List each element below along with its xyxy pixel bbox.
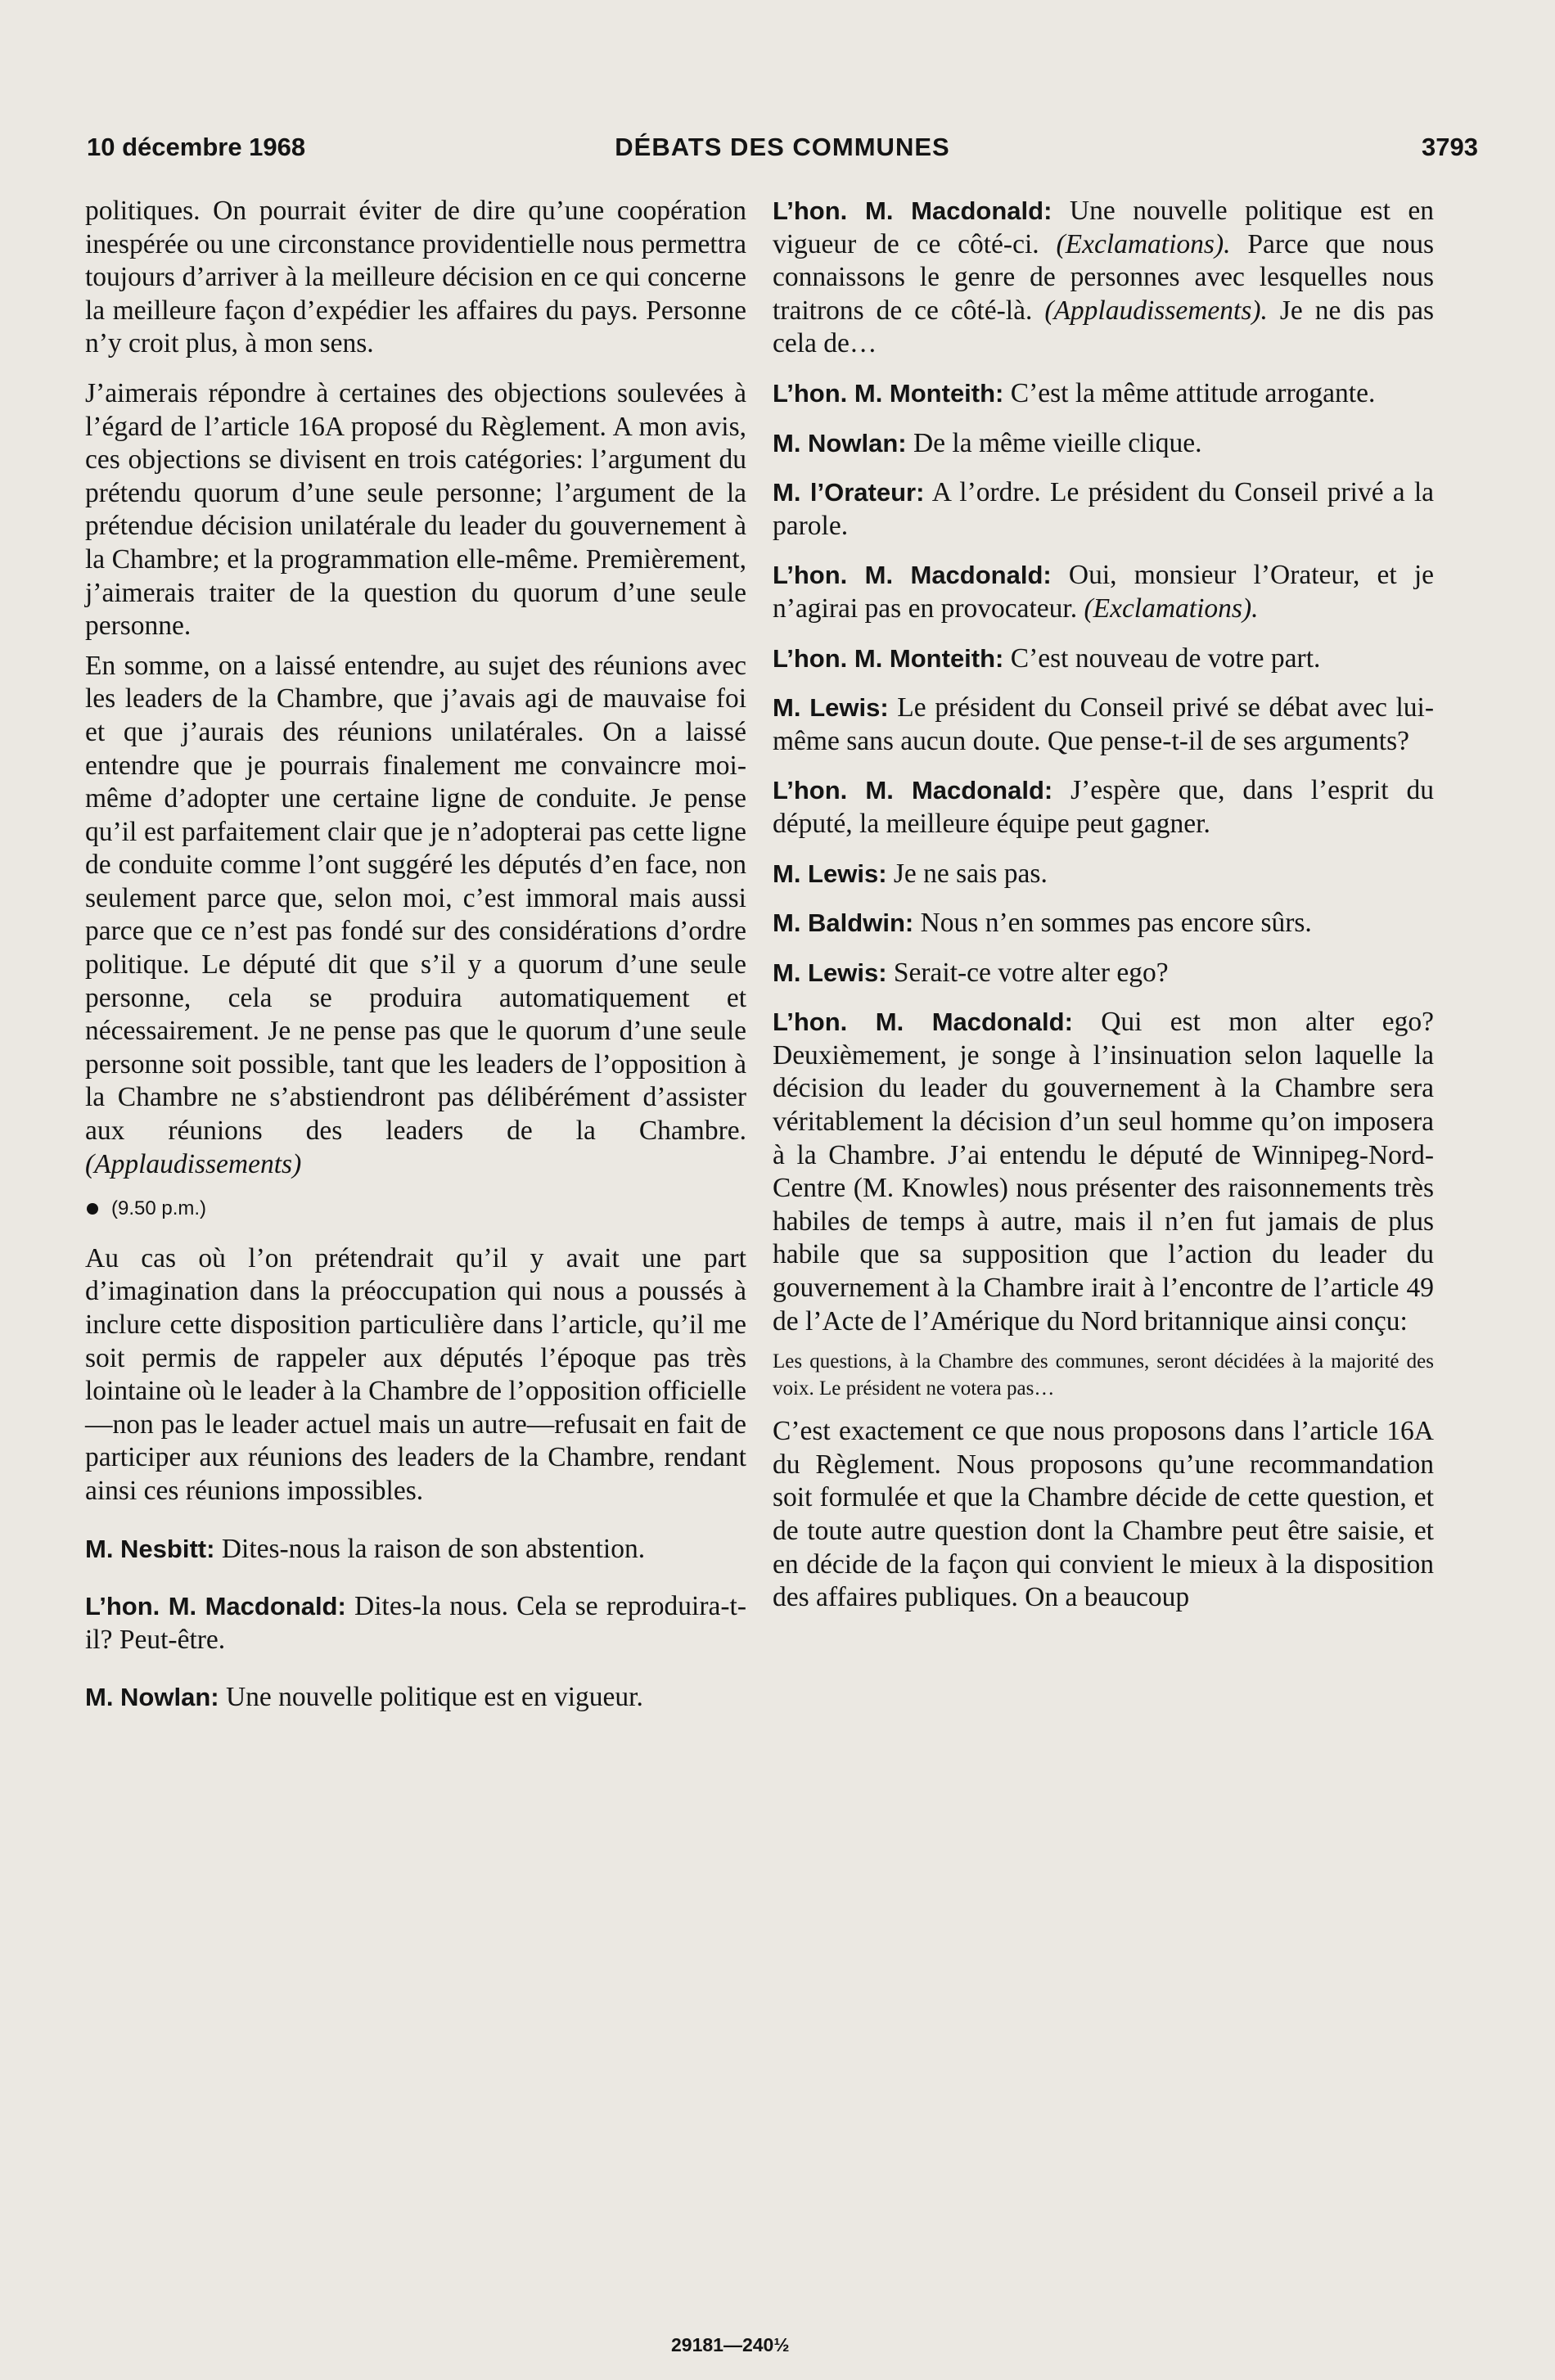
speech-text: Une nouvelle politique est en vigueur de ce côté-ci.: [773, 196, 1434, 259]
time-text: (9.50 p.m.): [111, 1197, 207, 1220]
speech: [773, 476, 1434, 543]
speech: [773, 907, 1434, 940]
speech-text: C’est nouveau de votre part.: [1010, 642, 1321, 674]
speech-text: Dites-la nous. Cela se reproduira-t-il? Peut-être.: [85, 1591, 746, 1655]
speech-text: Parce que nous connaissons le genre de personnes avec lesquelles nous traitrons de ce côté-là.: [773, 228, 1434, 326]
left-column: [85, 195, 746, 1715]
speech-text: Je ne sais pas.: [893, 858, 1048, 889]
speaker-name: M. Baldwin:: [773, 908, 914, 938]
speaker-name: M. Nowlan:: [85, 1683, 219, 1712]
speaker-name: M. Lewis:: [773, 693, 889, 723]
speech-text: Oui, monsieur l’Orateur, et je n’agirai pas en provocateur.: [773, 560, 1435, 624]
right-column: [773, 195, 1434, 1615]
header-title: DÉBATS DES COMMUNES: [615, 133, 950, 161]
paragraph: [85, 650, 746, 1182]
speech: [773, 559, 1434, 625]
speech: [773, 195, 1434, 361]
speech: [773, 692, 1434, 758]
speech-text: Dites-nous la raison de son abstention.: [221, 1533, 646, 1564]
page-header: [87, 133, 1478, 174]
speech-text: Je ne dis pas cela de…: [773, 295, 1435, 359]
speech-text: A l’ordre. Le président du Conseil privé a la parole.: [773, 477, 1434, 541]
speech: [773, 774, 1434, 841]
bullet-icon: [87, 1203, 98, 1215]
paragraph: C’est exactement ce que nous proposons dans l’article 16A du Règlement. Nous proposons qu’une recommandation soit formulée et que la Chambre décide de cette question, et de toute autre question dont la Chambre peut être saisie, et en décide de la façon qui convient le mieux à la disposition des affaires publiques. On a beaucoup: [773, 1416, 1434, 1613]
speaker-name: L’hon. M. Macdonald:: [85, 1592, 346, 1621]
speech-text: C’est la même attitude arrogante.: [1010, 377, 1376, 408]
speaker-name: M. Nesbitt:: [85, 1534, 215, 1563]
block-quote: Les questions, à la Chambre des communes, seront décidées à la majorité des voix. Le président ne votera pas…: [773, 1350, 1434, 1400]
speaker-name: L’hon. M. Monteith:: [773, 378, 1004, 408]
speech: [85, 1681, 746, 1715]
speech-text: De la même vieille clique.: [913, 427, 1202, 458]
speaker-name: L’hon. M. Macdonald:: [773, 561, 1052, 590]
speech-text: Serait-ce votre alter ego?: [893, 957, 1169, 988]
speech-text: Qui est mon alter ego? Deuxièmement, je songe à l’insinuation selon laquelle la décision du leader du gouvernement à la Chambre sera véritablement la décision d’un seul homme qu’on imposera à la Chambre. J’ai entendu le député de Winnipeg-Nord-Centre (M. Knowles) nous présenter des raisonnements très habiles de temps à autre, mais il n’en fut jamais de plus habile que sa supposition que l’action du leader du gouvernement à la Chambre irait à l’encontre de l’article 49 de l’Acte de l’Amérique du Nord britannique ainsi conçu:: [773, 1007, 1434, 1336]
paragraph: J’aimerais répondre à certaines des objections soulevées à l’égard de l’article 16A proposé du Règlement. A mon avis, ces objections se divisent en trois catégories: l’argument du prétendu quorum d’une seule personne; l’argument de la prétendue décision unilatérale du leader du gouvernement à la Chambre; et la programmation elle-même. Premièrement, j’aimerais traiter de la question du quorum d’une seule personne.: [85, 377, 746, 642]
page-footer-code: 29181—240½: [671, 2334, 790, 2355]
speaker-name: L’hon. M. Macdonald:: [773, 1007, 1073, 1037]
speech-text: Le président du Conseil privé se débat avec lui-même sans aucun doute. Que pense-t-il de ses arguments?: [773, 692, 1435, 756]
speech: [773, 427, 1434, 461]
speaker-name: L’hon. M. Macdonald:: [773, 196, 1052, 225]
paragraph: Au cas où l’on prétendrait qu’il y avait une part d’imagination dans la préoccupation qui nous a poussés à inclure cette disposition particulière dans l’article, qu’il me soit permis de rappeler aux députés l’époque pas très lointaine où le leader à la Chambre de l’opposition officielle—non pas le leader actuel mais un autre—refusait en fait de participer aux réunions des leaders de la Chambre, rendant ainsi ces réunions impossibles.: [85, 1242, 746, 1506]
speech-text: Nous n’en sommes pas encore sûrs.: [920, 908, 1312, 939]
speaker-name: M. Lewis:: [773, 958, 887, 987]
speaker-name: M. Lewis:: [773, 859, 887, 888]
speech: [773, 858, 1434, 891]
speech-text: J’espère que, dans l’esprit du député, la meilleure équipe peut gagner.: [773, 775, 1434, 839]
time-marker: [85, 1192, 746, 1226]
page-number: 3793: [1422, 133, 1478, 161]
exclamation-note: (Exclamations).: [1056, 228, 1231, 259]
speech: [85, 1533, 746, 1566]
speaker-name: M. l’Orateur:: [773, 478, 925, 507]
speech: [773, 642, 1434, 676]
paragraph: politiques. On pourrait éviter de dire qu’une coopération inespérée ou une circonstance providentielle nous permettra toujours d’arriver à la meilleure décision en ce qui concerne la meilleure façon d’expédier les affaires du pays. Personne n’y croit plus, à mon sens.: [85, 196, 746, 359]
speech: [773, 377, 1434, 411]
applause-note: (Applaudissements): [85, 1148, 302, 1179]
speech: [773, 1006, 1434, 1338]
speaker-name: L’hon. M. Monteith:: [773, 643, 1004, 673]
speech: [85, 1590, 746, 1657]
speech: [773, 957, 1434, 990]
speech-text: Une nouvelle politique est en vigueur.: [225, 1682, 643, 1713]
speaker-name: M. Nowlan:: [773, 428, 907, 458]
speaker-name: L’hon. M. Macdonald:: [773, 776, 1053, 805]
applause-note: (Applaudissements).: [1044, 295, 1268, 326]
paragraph-text: En somme, on a laissé entendre, au sujet des réunions avec les leaders de la Chambre, que j’avais agi de mauvaise foi et que j’aurais des réunions unilatérales. On a laissé entendre que je pourrais finalement me convaincre moi-même d’adopter une certaine ligne de conduite. Je pense qu’il est parfaitement clair que je n’adopterai pas cette ligne de conduite comme l’ont suggéré les députés d’en face, non seulement parce que, selon moi, c’est immoral mais aussi parce que ce n’est pas fondé sur des considérations d’ordre politique. Le député dit que s’il y a quorum d’une seule personne, cela se produira automatiquement et nécessairement. Je ne pense pas que le quorum d’une seule personne soit possible, tant que les leaders de l’opposition à la Chambre ne s’abstiendront pas délibérément d’assister aux réunions des leaders de la Chambre.: [85, 650, 746, 1147]
header-date: 10 décembre 1968: [87, 133, 306, 161]
exclamation-note: (Exclamations).: [1084, 593, 1259, 624]
